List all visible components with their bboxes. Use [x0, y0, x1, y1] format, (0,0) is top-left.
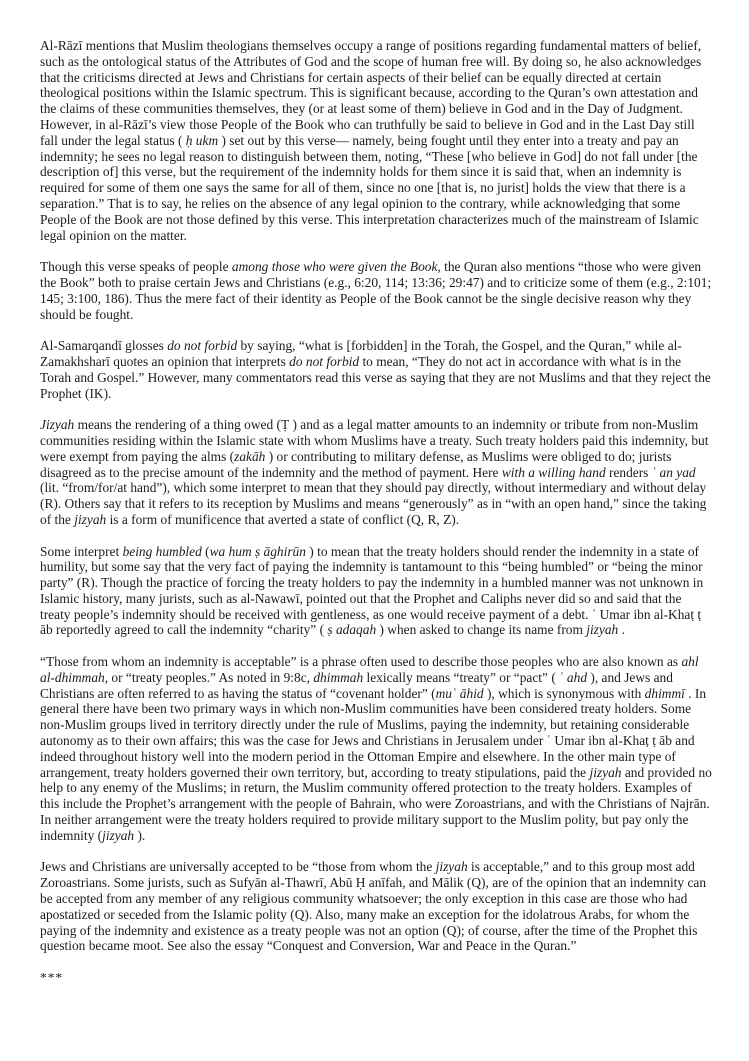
- text-run: ) when asked to change its name from: [376, 622, 587, 638]
- text-run: “Those from whom an indemnity is acceptable” is a phrase often used to describe those peoples who are also known as: [40, 654, 682, 670]
- text-run: lexically means “treaty” or “pact” (: [363, 669, 560, 685]
- italic-text-run: ḥ ukm: [185, 132, 219, 148]
- text-run: means the rendering of a thing owed (Ṭ ) and as a legal matter amounts to an indemnity or tribute from non-Muslim communities residing within the Islamic state with whom Muslims have a treaty. Such treaty holders paid this indemnity, but were exempt from paying the alms (: [40, 417, 709, 464]
- italic-text-run: being humbled: [122, 543, 202, 559]
- text-run: and provided no help to any enemy of the Muslims; in return, the Muslim community offered protection to the treaty holders. Examples of this include the Prophet’s arrangement with the people of Bahrain, who were Zoroastrians, and with the Christians of Najrān. In neither arrangement were the treaty holders required to provide military support to the Muslim polity, but pay only the indemnity (: [40, 764, 712, 843]
- italic-text-run: dhimmah: [313, 669, 364, 685]
- paragraph: [40, 338, 714, 401]
- text-run: ).: [134, 827, 146, 843]
- italic-text-run: jizyah: [435, 859, 468, 875]
- paragraph: [40, 259, 714, 322]
- italic-text-run: ahl al-dhimmah,: [40, 654, 699, 685]
- italic-text-run: muʿ āhid: [435, 685, 484, 701]
- text-run: Some interpret: [40, 543, 123, 559]
- text-run: ), which is synonymous with: [483, 685, 645, 701]
- italic-text-run: jizyah: [589, 764, 622, 780]
- italic-text-run: among those who were given the Book,: [231, 259, 441, 275]
- text-run: renders: [605, 464, 652, 480]
- italic-text-run: do not forbid: [289, 353, 360, 369]
- italic-text-run: ṣ adaqah: [327, 622, 377, 638]
- text-run: (: [201, 543, 210, 559]
- italic-text-run: jizyah: [102, 827, 135, 843]
- italic-text-run: jizyah: [74, 511, 107, 527]
- italic-text-run: with a willing hand: [501, 464, 606, 480]
- text-run: . In general there have been two primary ways in which non-Muslim communities have been considered treaty holders. Some non-Muslim groups lived in territory directly under the rule of Muslims, paying the indemnity, but retaining considerable autonomy as to their own affairs; this was the case for Jews and Christians in Jerusalem under ʿ Umar ibn al-Khaṭ ṭ āb and indeed throughout history well into the modern period in the Ottoman Empire and elsewhere. In the other main type of arrangement, treaty holders governed their own territory, but, according to treaty stipulations, paid the: [40, 685, 707, 780]
- paragraph: [40, 417, 714, 528]
- text-run: is a form of munificence that averted a state of conflict (Q, R, Z).: [106, 511, 460, 527]
- italic-text-run: dhimmī: [644, 685, 685, 701]
- paragraph: [40, 859, 714, 954]
- italic-text-run: wa hum ṣ āghirūn: [209, 543, 306, 559]
- text-run: .: [618, 622, 625, 638]
- document-body: [40, 24, 714, 986]
- italic-text-run: zakāh: [234, 448, 266, 464]
- text-run: (lit. “from/for/at hand”), which some interpret to mean that they should pay directly, without intermediary and without delay (R). Others say that it refers to its reception by Muslims and means “generously” as in “with an open hand,” since the taking of the: [40, 480, 707, 527]
- text-run: Though this verse speaks of people: [40, 259, 232, 275]
- text-run: Al-Samarqandī glosses: [40, 338, 168, 354]
- italic-text-run: jizyah: [586, 622, 619, 638]
- italic-text-run: ʿ ahd: [559, 669, 588, 685]
- text-run: ) to mean that the treaty holders should render the indemnity in a state of humility, but some say that the very fact of paying the indemnity is tantamount to this “being humbled” or “being the minor party” (R). Though the practice of forcing the treaty holders to pay the indemnity in a humbled manner was not unknown in Islamic history, many jurists, such as al-Nawawī, pointed out that the Prophet and Caliphs never did so and said that the treaty people’s indemnity should be received with gentleness, as one would receive payment of a debt. ʿ Umar ibn al-Khaṭ ṭ āb reportedly agreed to call the indemnity “charity” (: [40, 543, 704, 638]
- italic-text-run: do not forbid: [167, 338, 238, 354]
- italic-text-run: ʿ an yad: [651, 464, 696, 480]
- paragraph: [40, 38, 714, 243]
- section-break: ***: [40, 970, 64, 986]
- paragraph: [40, 544, 714, 639]
- text-run: to mean, “They do not act in accordance with what is in the Torah and Gospel.” However, many commentators read this verse as saying that they are not Muslims and that they reject the Prophet (IK).: [40, 353, 711, 401]
- text-run: ), and Jews and Christians are often referred to as having the status of “covenant holder” (: [40, 669, 673, 701]
- text-run: by saying, “what is [forbidden] in the Torah, the Gospel, and the Quran,” while al-Zamakhsharī quotes an opinion that interprets: [40, 338, 682, 369]
- text-run: the Quran also mentions “those who were given the Book” both to praise certain Jews and Christians (e.g., 6:20, 114; 13:36; 29:47) and to criticize some of them (e.g., 2:101; 145; 3:100, 186). Thus the mere fact of their identity as People of the Book cannot be the single decisive reason why they should be fought.: [40, 259, 712, 322]
- text-run: is acceptable,” and to this group most add Zoroastrians. Some jurists, such as Sufyān al-Thawrī, Abū Ḥ anīfah, and Mālik (Q), are of the opinion that an indemnity can be accepted from any member of any religious community whatsoever; the only exception in this case are those who had apostatized or seceded from the Islamic polity (Q). Also, many make an exception for the idolatrous Arabs, for whom the paying of the indemnity and existence as a treaty people was not an option (Q); of course, after the time of the Prophet this question became moot. See also the essay “Conquest and Conversion, War and Peace in the Quran.”: [40, 859, 707, 954]
- text-run: ) set out by this verse— namely, being fought until they enter into a treaty and pay an indemnity; he sees no legal reason to distinguish between them, noting, “These [who believe in God] do not fall under [the description of] this verse, but the requirement of the indemnity holds for them since it is said that, when an indemnity is required for some of them one says the same for all of them, since no one [that is, no jurist] holds the view that there is a separation.” That is to say, he relies on the absence of any legal opinion to the contrary, while acknowledging that some People of the Book are not those defined by this verse. This interpretation characterizes much of the mainstream of Islamic legal opinion on the matter.: [40, 132, 699, 243]
- text-run: Jews and Christians are universally accepted to be “those from whom the: [40, 859, 436, 875]
- text-run: Al-Rāzī mentions that Muslim theologians themselves occupy a range of positions regarding fundamental matters of belief, such as the ontological status of the Attributes of God and the scope of human free will. By doing so, he also acknowledges that the criticisms directed at Jews and Christians for certain aspects of their belief can be equally directed at certain theological positions within the Islamic spectrum. This is significant because, according to the Quran’s own attestation and the claims of these communities themselves, they (or at least some of them) believe in God and in the Day of Judgment. However, in al-Rāzī’s view those People of the Book who can truthfully be said to believe in God and in the Last Day still fall under the legal status (: [40, 38, 702, 148]
- text-run: ) or contributing to military defense, as Muslims were obliged to do; jurists disagreed as to the precise amount of the indemnity and the method of payment. Here: [40, 448, 672, 480]
- text-run: or “treaty peoples.” As noted in 9:8c,: [108, 669, 314, 685]
- italic-text-run: Jizyah: [40, 417, 75, 433]
- paragraph: [40, 654, 714, 844]
